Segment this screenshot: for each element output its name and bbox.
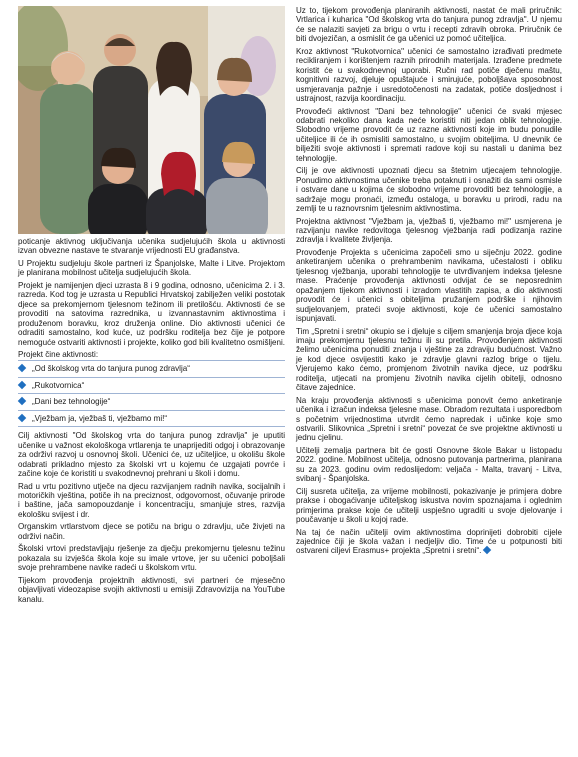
diamond-bullet-icon: [18, 414, 26, 422]
paragraph-evaluation: Na kraju provođenja aktivnosti s učenicima ponovit ćemo anketiranje učenika i izračun indeksa tjelesne mase. Obradom rezultata i usporedbom s početnim vrijednostima utvrdit ćemo napredak i učinke koje smo ostvarili. Slikovnica „Spretni i sretni“ povezat će sve projektne aktivnosti u jednu cjelinu.: [296, 395, 562, 443]
diamond-bullet-icon: [18, 381, 26, 389]
list-item-label: „Vježbam ja, vježbaš ti, vježbamo mi!“: [32, 413, 168, 423]
paragraph-school-gardens: Školski vrtovi predstavljaju rješenje za dječju prekomjernu tjelesnu težinu pokazala su izvješća škola koje su imale vrtove, jer su učenici poboljšali svoje prehrambene navike radeći u školskom vrtu.: [18, 544, 285, 573]
paragraph-organic-gardening: Organskim vrtlarstvom djece se potiču na brigu o zdravlju, uče živjeti na održivi način.: [18, 522, 285, 541]
paragraph-exercise: Projektna aktivnost "Vježbam ja, vježbaš ti, vježbamo mi!" usmjerena je razvijanju navike redovitoga tjelesnog vježbanja radi podizanja razine zdravlja i kvalitete življenja.: [296, 216, 562, 245]
diamond-end-icon: [483, 546, 491, 554]
diamond-bullet-icon: [18, 397, 26, 405]
paragraph-conclusion: [296, 528, 562, 556]
list-item-label: „Rukotvornica“: [32, 380, 85, 390]
paragraph-rukotvornica: Kroz aktivnost "Rukotvornica" učenici će samostalno izrađivati predmete recikliranjem i korištenjem raznih prirodnih materijala. Izrađene predmete koristit će u svakodnevnoj uporabi. Ručni rad potiče dječenu maštu, kognitivni razvoj, djeluje opuštajuće i smirujuće, poboljšava sposobnost usmjeravanja pažnje i usredotočenosti na zadatak, potiče dosljednost i ustrajnost, razvija koordinaciju.: [296, 46, 562, 104]
paragraph-intro-continued: poticanje aktivnog uključivanja učenika sudjelujućih škola u aktivnosti izvan obvezne nastave te stvaranje vrijednosti EU građanstva.: [18, 237, 285, 256]
paragraph-target-group: Projekt je namijenjen djeci uzrasta 8 i 9 godina, odnosno, učenicima 2. i 3. razreda. Kod tog je uzrasta u Republici Hrvatskoj zabilježen veliki postotak djece sa prekomjernom tjelesnom težinom ili pretilošću. Aktivnosti će se provoditi na satovima razrednika, u izvannastavnim aktivnostima i produženom boravku, kroz druženja online. Dio aktivnosti učenici će odraditi samostalno, kod kuće, uz podršku roditelja bez čije je potpore nemoguće ostvariti aktivnosti i projekte, koliko god bili kvalitetno osmišljeni.: [18, 280, 286, 347]
paragraph-team: Tim „Spretni i sretni“ okupio se i djeluje s ciljem smanjenja broja djece koja imaju prekomjernu tjelesnu težinu ili su pretila. Provođenjem aktivnosti želimo učenicima ponuditi znanja i vještine za zdraviju budućnost. Važno je kod djece osvijestiti kako je zdravlje glavni razlog brige o tijelu. Vjerujemo kako ćemo, promjenom životnih navika djece, uz podršku roditelja, utjecati na promjenu životnih navika cijelih obitelji, odnosno čitave zajednice.: [296, 326, 562, 393]
paragraph-handbook: Uz to, tijekom provođenja planiranih aktivnosti, nastat će mali priručnik: Vrtlarica i kuharica "Od školskog vrta do tanjura punog zdravlja". U njemu će se nalaziti savjeti za brigu o vrtu i recepti zdravih obroka. Priručnik će biti dvojezičan, a osmislit će ga učenici uz pomoć učiteljica.: [296, 6, 562, 44]
diamond-bullet-icon: [18, 364, 26, 372]
list-item-label: „Dani bez tehnologije“: [32, 397, 111, 407]
activities-list: [18, 360, 285, 427]
paragraph-videos: Tijekom provođenja projektnih aktivnosti, svi partneri će mjesečno objavljivati videozapise svojih aktivnosti u emisiji Zdravovizija na YouTube kanalu.: [18, 575, 285, 604]
left-column: [18, 6, 285, 607]
list-item: [18, 394, 285, 410]
paragraph-days-without-tech: Provođeći aktivnost "Dani bez tehnologije" učenici će svaki mjesec odabrati nekoliko dana kada neće koristiti niti jedan oblik tehnologije. Slobodno vrijeme provodit će uz razne aktivnosti koje im budu ponudile učiteljice ili će ih osmisliti samostalno, u svojim obiteljima. U dnevnik će bilježiti svoje aktivnosti i spremati radove koji su nastali u danima bez tehnologije.: [296, 106, 562, 163]
group-photo-illustration: [18, 6, 285, 234]
paragraph-mobility: Učitelji zemalja partnera bit će gosti Osnovne škole Bakar u listopadu 2022. godine. Mobilnost učitelja, odnosno putovanja partnerima, planirana su za 2023. godinu ovim redoslijedom: veljača - Malta, travanj - Litva, svibanj - Španjolska.: [296, 445, 562, 484]
paragraph-garden-benefits: Rad u vrtu pozitivno utječe na djecu razvijanjem radnih navika, socijalnih i motoričkih vještina, potiče ih na preciznost, odgovornost, očuvanje prirode i baštine, jača samopouzdanje i koncentraciju, smanjuje stres, razvija ekološku svijest i dr.: [18, 481, 285, 519]
list-item: [18, 411, 285, 427]
right-column: [296, 6, 562, 559]
list-item: [18, 378, 285, 394]
paragraph-implementation: Provođenje Projekta s učenicima započeli smo u siječnju 2022. godine anketiranjem učenika o prehrambenim navikama, učestalosti i obliku tjelesnog vježbanja, uporabi tehnologije te utvrđivanjem indeksa tjelesne mase. Praćenje provođenja aktivnosti odvijat će se neposrednim opažanjem tijekom aktivnosti i izradom vlastitih zapisa, a dio aktivnosti provodit će i učenici s obiteljima pružanjem podrške i njihovim sudjelovanjem, prateći svoje aktivnosti, koje će učenici samostalno ispunjavati.: [296, 247, 562, 324]
activities-list-title: Projekt čine aktivnosti:: [18, 349, 99, 359]
paragraph-meeting-goal: Cilj susreta učitelja, za vrijeme mobilnosti, pokazivanje je primjera dobre prakse i obogaćivanje učiteljskog iskustva novim spoznajama i oglednim primjerima prakse koje će učitelji uspješno ugraditi u svoje djelovanje i poučavanje u školi u kojoj rade.: [296, 486, 562, 525]
paragraph-garden-goal: Cilj aktivnosti "Od školskog vrta do tanjura punog zdravlja" je uputiti učenike u važnost ekološkoga vrtlarenja te unaprijediti odgoj i obrazovanje za održivi razvoj u osnovnoj školi. Učenici će, uz učiteljice, u okolišu škole odabrati prikladno mjesto za školski vrt u kojemu će uzgajati povrće i začine koje će koristiti u svakodnevnoj prehrani u školi i domu.: [18, 431, 285, 479]
conclusion-text: Na taj će način učitelji ovim aktivnostima doprinijeti dobrobiti cijele zajednice čiji je škola važan i nedjeljiv dio. Time će u potpunosti biti ostvareni ciljevi Erasmus+ projekta „Spretni i sretni“.: [296, 527, 562, 556]
paragraph-tech-goal: Cilj je ove aktivnosti upoznati djecu sa štetnim utjecajem tehnologije. Ponudimo aktivnostima učenike treba potaknuti i osnažiti da sami osmisle i ostvare dane u kojima će slobodno vrijeme provoditi bez tehnologije, a sadržaje mogu pronaći, između ostaloga, u boravku u prirodi, radu na zemlji te u raznovrsnim tjelesnim aktivnostima.: [296, 166, 562, 214]
group-photo: [18, 6, 285, 234]
paragraph-partners: U Projektu sudjeluju škole partneri iz Španjolske, Malte i Litve. Projektom je planirana mobilnost učitelja sudjelujućih škola.: [18, 258, 285, 278]
list-item-label: „Od školskog vrta do tanjura punog zdravlja“: [32, 364, 190, 374]
list-item: [18, 360, 285, 377]
